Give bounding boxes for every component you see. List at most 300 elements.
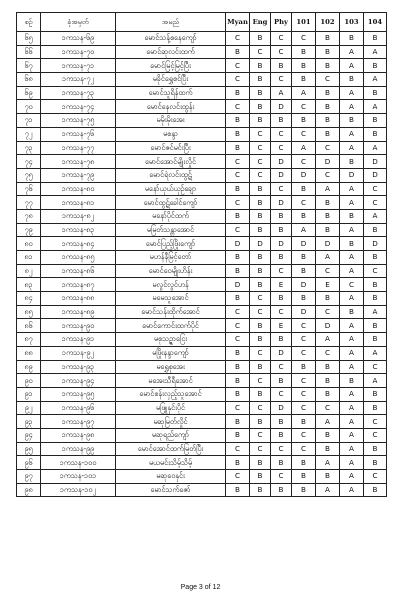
grade-cell: B [364,127,387,141]
serial-number-cell: ၉၂ [17,401,41,415]
grade-cell: A [316,251,340,265]
student-name-cell: မအေးသီရီအောင် [116,374,226,388]
grade-cell: C [292,442,316,456]
roll-number-cell: ၁ကသန-၁၀၂ [41,483,116,497]
student-name-cell: မလွင်လွင်ဟန် [116,278,226,292]
grade-cell: D [292,278,316,292]
grade-cell: B [364,114,387,128]
column-header: စဥ် [17,13,41,32]
grade-cell: B [250,319,271,333]
grade-cell: B [226,209,250,223]
student-name-cell: မဆုဝေနှင်း [116,470,226,484]
table-row [17,278,387,292]
grade-cell: A [364,346,387,360]
grade-cell: C [250,374,271,388]
grade-cell: B [292,45,316,59]
grade-cell: C [250,45,271,59]
grade-cell: B [316,100,340,114]
grade-cell: A [340,292,364,306]
grade-cell: C [292,401,316,415]
grade-cell: B [292,264,316,278]
grade-cell: C [271,141,292,155]
grade-cell: B [364,401,387,415]
grade-cell: A [364,374,387,388]
student-name-cell: မောင်ဆုလင်းထက် [116,45,226,59]
table-row [17,346,387,360]
grade-cell: B [292,292,316,306]
table-row [17,209,387,223]
grade-cell: A [340,442,364,456]
table-row [17,86,387,100]
roll-number-cell: ၁ကသန-၆၉ [41,32,116,46]
student-name-cell: မောင်မြင့်မြင့်ပြီး [116,59,226,73]
serial-number-cell: ၈၅ [17,305,41,319]
grade-cell: B [226,428,250,442]
grade-cell: B [364,223,387,237]
grade-cell: C [292,196,316,210]
roll-number-cell: ၁ကသန-၇၄ [41,100,116,114]
student-name-cell: မောင်ကောင်းထက်ပိုင် [116,319,226,333]
grade-cell: B [271,483,292,497]
table-row [17,155,387,169]
table-row [17,73,387,87]
table-row [17,223,387,237]
table-row [17,237,387,251]
grade-cell: E [316,278,340,292]
serial-number-cell: ၉၃ [17,415,41,429]
student-name-cell: မောင်အောင်မျိုးလှိုင် [116,155,226,169]
grade-cell: B [340,374,364,388]
grade-cell: B [250,209,271,223]
serial-number-cell: ၉၇ [17,470,41,484]
grade-cell: B [316,428,340,442]
student-name-cell: မဆုမြတ်လှိုင် [116,415,226,429]
table-row [17,305,387,319]
serial-number-cell: ၉၈ [17,483,41,497]
serial-number-cell: ၈၉ [17,360,41,374]
roll-number-cell: ၁ကသန-၇၀ [41,45,116,59]
serial-number-cell: ၈၄ [17,292,41,306]
student-name-cell: မောင်သက်ဇော် [116,483,226,497]
grade-cell: B [271,456,292,470]
grade-cell: B [271,251,292,265]
grade-cell: D [364,168,387,182]
grade-cell: A [340,415,364,429]
grade-cell: A [340,360,364,374]
student-name-cell: မဟန်နီမြင့်တော် [116,251,226,265]
grade-cell: B [292,209,316,223]
grade-cell: C [271,32,292,46]
grade-cell: A [340,264,364,278]
student-name-cell: မောင်သူရိန်ထက် [116,86,226,100]
grade-cell: C [316,141,340,155]
table-row [17,168,387,182]
column-header: အမည် [116,13,226,32]
roll-number-cell: ၁ကသန-၉၅ [41,387,116,401]
grade-cell: B [340,237,364,251]
table-row [17,415,387,429]
table-row [17,483,387,497]
grade-cell: B [316,127,340,141]
grade-cell: B [271,209,292,223]
roll-number-cell: ၁ကသန-၈၈ [41,292,116,306]
serial-number-cell: ၇၆ [17,182,41,196]
grade-cell: A [271,86,292,100]
grade-cell: B [250,483,271,497]
roll-number-cell: ၁ကသန-၈၂ [41,209,116,223]
grade-cell: C [271,305,292,319]
student-name-cell: မောင်အောင်ထက်မြတ်ပြီး [116,442,226,456]
grade-cell: A [340,182,364,196]
grade-cell: B [292,182,316,196]
serial-number-cell: ၇၂ [17,127,41,141]
grade-cell: C [250,442,271,456]
grade-cell: B [226,387,250,401]
roll-number-cell: ၁ကသန-၉၉ [41,442,116,456]
grade-cell: A [316,182,340,196]
grade-cell: C [316,168,340,182]
grade-cell: B [226,141,250,155]
serial-number-cell: ၉၆ [17,456,41,470]
roll-number-cell: ၁ကသန-၉၈ [41,428,116,442]
grade-cell: B [226,374,250,388]
table-row [17,264,387,278]
serial-number-cell: ၆၅ [17,32,41,46]
table-row [17,292,387,306]
student-name-cell: မနော်ယုယ်ယုဉ်ချော [116,182,226,196]
grade-cell: C [226,100,250,114]
grade-cell: B [364,32,387,46]
roll-number-cell: ၁ကသန-၇၉ [41,168,116,182]
grade-cell: C [292,333,316,347]
student-name-cell: မောင်ဝေမျိုးဟိန်း [116,264,226,278]
student-name-cell: မောင်ထွဋ်ခေါင်ကျော် [116,196,226,210]
grade-cell: B [316,387,340,401]
grade-cell: B [364,319,387,333]
serial-number-cell: ၈၃ [17,278,41,292]
table-row [17,114,387,128]
grade-cell: A [340,196,364,210]
student-name-cell: မောင်သန့်စနေကျော် [116,32,226,46]
roll-number-cell: ၁ကသန-၇၁ [41,59,116,73]
grade-cell: B [340,155,364,169]
grade-cell: A [364,209,387,223]
student-name-cell: မစုသဉ္ဇာငြေး [116,333,226,347]
grade-cell: C [271,45,292,59]
table-row [17,456,387,470]
student-name-cell: မောင်စန်းလှည့်သူအောင် [116,387,226,401]
grade-cell: B [250,59,271,73]
student-name-cell: မရွှေစုအေး [116,360,226,374]
serial-number-cell: ၇၃ [17,141,41,155]
grade-cell: C [364,182,387,196]
table-row [17,32,387,46]
grade-cell: C [316,346,340,360]
serial-number-cell: ၇၀ [17,100,41,114]
serial-number-cell: ၇၉ [17,223,41,237]
grade-cell: A [340,141,364,155]
grade-cell: A [340,387,364,401]
grade-cell: C [364,470,387,484]
grade-cell: B [226,292,250,306]
grade-cell: B [250,456,271,470]
grade-cell: C [292,127,316,141]
grade-cell: C [250,127,271,141]
grade-cell: B [271,292,292,306]
grade-cell: C [364,360,387,374]
grade-cell: D [340,168,364,182]
grade-cell: B [316,196,340,210]
grade-cell: B [316,360,340,374]
grade-cell: B [226,415,250,429]
grade-cell: C [271,442,292,456]
grade-cell: B [250,387,271,401]
roll-number-cell: ၁ကသန-၇၅ [41,114,116,128]
grade-cell: B [292,470,316,484]
grade-cell: D [271,100,292,114]
grade-cell: C [226,32,250,46]
grade-cell: A [340,483,364,497]
grade-cell: A [340,456,364,470]
grade-cell: B [250,196,271,210]
serial-number-cell: ၇၇ [17,196,41,210]
student-name-cell: မခိုင်ရွှေစင်ပြီး [116,73,226,87]
grade-cell: B [316,114,340,128]
grade-cell: C [292,100,316,114]
grade-cell: B [340,114,364,128]
grade-cell: B [364,387,387,401]
grade-cell: E [271,319,292,333]
grade-cell: C [292,346,316,360]
grade-cell: A [364,305,387,319]
table-body [17,32,387,497]
grade-cell: B [250,333,271,347]
serial-number-cell: ၆၆ [17,45,41,59]
grade-cell: B [340,209,364,223]
serial-number-cell: ၇၈ [17,209,41,223]
grade-cell: D [316,237,340,251]
serial-number-cell: ၉၀ [17,374,41,388]
roll-number-cell: ၁ကသန-၈၇ [41,278,116,292]
grade-cell: A [340,45,364,59]
grade-cell: B [271,223,292,237]
grade-cell: A [340,59,364,73]
grade-cell: D [226,278,250,292]
grade-cell: B [316,209,340,223]
student-name-cell: မဆုရည်ကျော် [116,428,226,442]
grade-cell: B [316,374,340,388]
table-row [17,333,387,347]
grade-cell: B [364,333,387,347]
grade-cell: D [271,237,292,251]
column-header: 102 [316,13,340,32]
grade-cell: A [316,483,340,497]
roll-number-cell: ၁ကသန-၉၂ [41,346,116,360]
student-name-cell: မမိုးမိုးအေး [116,114,226,128]
grade-cell: C [340,278,364,292]
roll-number-cell: ၁ကသန-၇၆ [41,127,116,141]
grade-cell: D [316,319,340,333]
grade-cell: B [226,86,250,100]
grade-cell: D [271,168,292,182]
table-row [17,141,387,155]
roll-number-cell: ၁ကသန-၉၀ [41,319,116,333]
grade-cell: B [271,114,292,128]
roll-number-cell: ၁ကသန-၁၀၀ [41,456,116,470]
grade-cell: B [364,86,387,100]
table-row [17,59,387,73]
grade-cell: C [271,470,292,484]
grade-cell: A [340,223,364,237]
grade-cell: B [271,415,292,429]
grade-cell: B [250,470,271,484]
roll-number-cell: ၁ကသန-၁၀၁ [41,470,116,484]
grade-cell: C [271,182,292,196]
grade-cell: C [316,401,340,415]
student-name-cell: မမေသူအောင် [116,292,226,306]
table-row [17,182,387,196]
roll-number-cell: ၁ကသန-၉၇ [41,415,116,429]
roll-number-cell: ၁ကသန-၈၄ [41,237,116,251]
grade-cell: B [364,483,387,497]
grade-cell: B [340,32,364,46]
grade-cell: D [271,346,292,360]
column-header: Myan [226,13,250,32]
serial-number-cell: ၈၇ [17,333,41,347]
grade-cell: B [316,32,340,46]
grade-cell: D [271,196,292,210]
grade-cell: B [364,59,387,73]
serial-number-cell: ၉၅ [17,442,41,456]
grade-cell: C [250,401,271,415]
grade-cell: A [340,251,364,265]
grade-cell: A [340,401,364,415]
student-name-cell: မနော်ပိုင်ထက် [116,209,226,223]
roll-number-cell: ၁ကသန-၈၅ [41,251,116,265]
grade-cell: B [364,278,387,292]
grade-cell: B [226,251,250,265]
grade-cell: A [292,223,316,237]
serial-number-cell: ၇၅ [17,168,41,182]
grade-cell: B [271,333,292,347]
grade-cell: C [226,401,250,415]
grade-cell: B [340,73,364,87]
student-name-cell: မောင်ရဲလင်းထွဋ် [116,168,226,182]
grade-cell: B [292,251,316,265]
grade-cell: A [340,100,364,114]
column-header: 104 [364,13,387,32]
grade-cell: B [250,415,271,429]
grade-cell: B [316,59,340,73]
table-row [17,251,387,265]
grade-cell: B [292,483,316,497]
table-row [17,428,387,442]
grade-cell: A [292,86,316,100]
grade-cell: C [226,319,250,333]
grade-cell: C [316,73,340,87]
grade-cell: A [316,415,340,429]
serial-number-cell: ၉၄ [17,428,41,442]
grade-cell: B [271,428,292,442]
grade-cell: A [364,45,387,59]
grade-cell: D [364,237,387,251]
table-row [17,374,387,388]
grade-cell: B [250,182,271,196]
grade-cell: A [340,127,364,141]
grade-cell: B [271,374,292,388]
student-name-cell: မောင်ဇင်မင်းပြီး [116,141,226,155]
table-row [17,470,387,484]
grade-cell: C [226,442,250,456]
grade-cell: B [226,346,250,360]
grade-cell: A [364,100,387,114]
grade-cell: B [316,470,340,484]
table-header-row [17,13,387,32]
grade-cell: C [250,141,271,155]
student-name-cell: မဖြိုးနန္ဒာကျော် [116,346,226,360]
grade-cell: C [226,196,250,210]
grade-cell: A [364,141,387,155]
column-header: Eng [250,13,271,32]
grade-cell: B [292,73,316,87]
grade-cell: B [292,456,316,470]
grade-cell: B [292,59,316,73]
grade-cell: B [250,114,271,128]
grade-cell: B [226,483,250,497]
roll-number-cell: ၁ကသန-၉၆ [41,401,116,415]
serial-number-cell: ၈၁ [17,251,41,265]
grade-cell: C [226,305,250,319]
grade-cell: B [250,86,271,100]
grade-cell: C [292,155,316,169]
serial-number-cell: ၈၈ [17,346,41,360]
grade-cell: C [250,155,271,169]
grade-cell: C [364,415,387,429]
student-name-cell: မယမင်းသိမ့်သိမ့် [116,456,226,470]
roll-number-cell: ၁ကသန-၈၀ [41,182,116,196]
serial-number-cell: ၆၉ [17,86,41,100]
grade-cell: B [292,114,316,128]
grade-cell: B [250,251,271,265]
grade-cell: E [271,278,292,292]
grade-cell: C [271,264,292,278]
grade-cell: C [250,346,271,360]
grade-cell: B [364,456,387,470]
grade-cell: C [250,168,271,182]
grade-cell: B [250,100,271,114]
grade-cell: B [226,264,250,278]
table-row [17,360,387,374]
roll-number-cell: ၁ကသန-၉၁ [41,333,116,347]
grade-cell: D [250,237,271,251]
student-name-cell: မောင်ပြည့်ဖြိုးကျော် [116,237,226,251]
page-footer: Page 3 of 12 [180,584,221,591]
grade-cell: A [316,456,340,470]
grade-cell: C [226,155,250,169]
grade-cell: B [292,415,316,429]
grade-cell: B [340,305,364,319]
grade-cell: C [292,319,316,333]
roll-number-cell: ၁ကသန-၉၄ [41,374,116,388]
grade-cell: B [316,86,340,100]
student-name-cell: မစန္ဒာ [116,127,226,141]
grade-cell: D [316,155,340,169]
grade-cell: B [226,456,250,470]
grade-cell: A [292,141,316,155]
grade-cell: B [226,114,250,128]
grade-cell: C [226,470,250,484]
table-row [17,196,387,210]
